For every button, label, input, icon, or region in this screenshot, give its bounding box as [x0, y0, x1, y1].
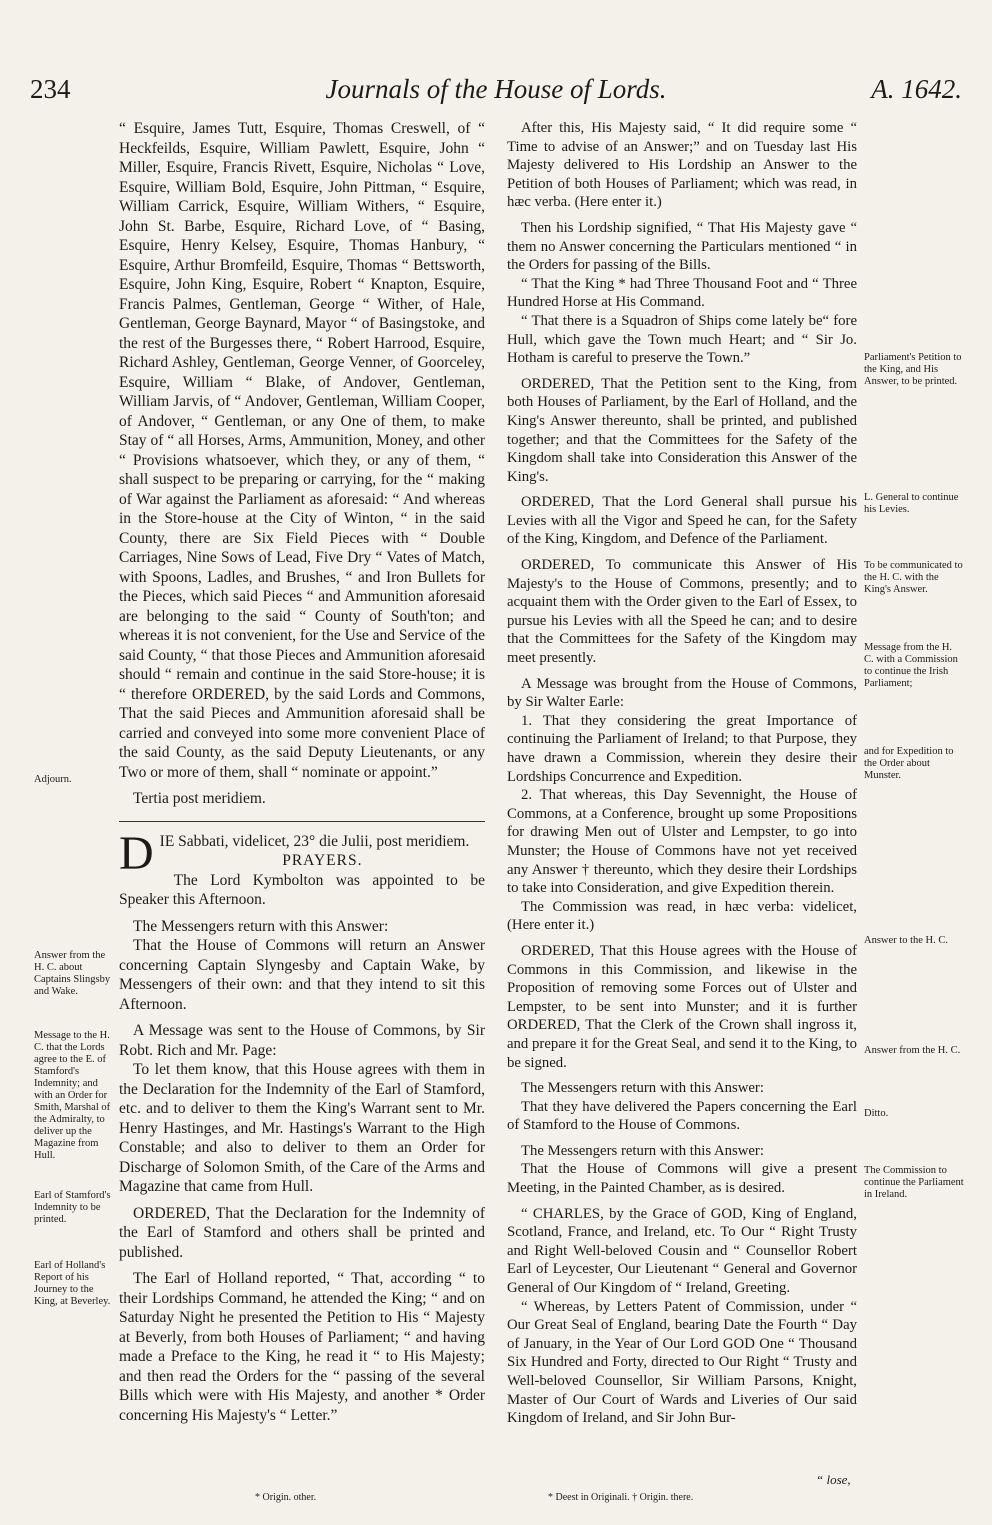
- page-number: 234: [30, 74, 71, 104]
- catchword: “ lose,: [816, 1472, 851, 1487]
- margin-note: Ditto.: [864, 1108, 889, 1119]
- margin-note: To be communicated to the H. C. with the King's Answer.: [864, 560, 963, 595]
- margin-note: Message to the H. C. that the Lords agree to the E. of Stamford's Indemnity; and with an Order for Smith, Marshal of the Admiralty, to deliver up the Magazine from Hull.: [34, 1030, 111, 1161]
- year-label: A. 1642.: [871, 74, 962, 104]
- paragraph: ORDERED, That the Lord General shall pursue his Levies with all the Vigor and Speed he can, for the Safety of the King, Kingdom, and Defence of the Parliament.: [507, 494, 857, 548]
- paragraph: A Message was sent to the House of Commons, by Sir Robt. Rich and Mr. Page:: [119, 1022, 485, 1059]
- paragraph: After this, His Majesty said, “ It did require some “ Time to advise of an Answer;” and on Tuesday last His Majesty delivered to His Lordship an Answer to the Petition of both Houses of Parliament; which was read, in hæc verba. (Here enter it.): [507, 120, 857, 211]
- paragraph: “ Whereas, by Letters Patent of Commission, under “ Our Great Seal of England, bearing Date the Fourth “ Day of January, in the Year of Our Lord GOD One “ Thousand Six Hundred and Forty, directed to Our Right “ Trusty and Well-beloved Counsellor, Sir William Parsons, Knight, Master of Our Court of Wards and Liveries of Our said Kingdom of Ireland, and Sir John Bur-: [507, 1298, 857, 1427]
- paragraph: The Messengers return with this Answer:: [521, 1142, 764, 1159]
- paragraph: “ That there is a Squadron of Ships come lately be“ fore Hull, which gave the Town much Heart; and “ Sir Jo. Hotham is careful to preserve the Town.”: [507, 312, 857, 367]
- paragraph: Then his Lordship signified, “ That His Majesty gave “ them no Answer concerning the Particulars mentioned “ in the Orders for passing of the Bills.: [507, 219, 857, 274]
- paragraph: That the House of Commons will return an Answer concerning Captain Slyngesby and Captain Wake, by Messengers of their own: and that they intend to sit this Afternoon.: [119, 937, 485, 1013]
- paragraph: “ That the King * had Three Thousand Foot and “ Three Hundred Horse at His Command.: [507, 275, 857, 311]
- date-heading: DIE Sabbati, videlicet, 23° die Julii, post meridiem.: [119, 826, 470, 880]
- margin-note: Message from the H. C. with a Commission to continue the Irish Parliament;: [864, 642, 958, 689]
- paragraph: 1. That they considering the great Importance of continuing the Parliament of Ireland; to that Purpose, they have drawn a Commission, wherein they desire their Lordships Concurrence and Expedition.: [507, 712, 857, 785]
- paragraph: That they have delivered the Papers concerning the Earl of Stamford to the House of Commons.: [507, 1098, 857, 1134]
- paragraph: ORDERED, That the Petition sent to the King, from both Houses of Parliament, by the Earl of Holland, and the King's Answer thereunto, shall be printed, and published together; and that the Committees for the Safety of the Kingdom shall take into Consideration this Answer of the King's.: [507, 375, 857, 485]
- margin-note: L. General to continue his Levies.: [864, 492, 959, 515]
- paragraph: A Message was brought from the House of Commons, by Sir Walter Earle:: [507, 675, 857, 711]
- paragraph: The Earl of Holland reported, “ That, according “ to their Lordships Command, he attended the King; “ and on Saturday Night he presented the Petition to His “ Majesty at Beverly, from both Houses of Parliament; “ and having made a Preface to the King, he read it “ to His Majesty; and then read the Orders for the “ passing of the several Bills which were with His Majesty, and another * Order concerning His Majesty's “ Letter.”: [119, 1270, 485, 1424]
- section-divider: [119, 821, 485, 822]
- paragraph: 2. That whereas, this Day Sevennight, the House of Commons, at a Conference, brought up some Propositions for drawing Men out of Ulster and Lempster, to go into Munster; the House of Commons have not yet received any Answer † thereunto, which they desire their Lordships to take into Consideration, and give Expedition therein.: [507, 787, 857, 897]
- margin-note: Answer from the H. C.: [864, 1045, 961, 1056]
- margin-note: The Commission to continue the Parliament in Ireland.: [864, 1165, 964, 1200]
- paragraph: To let them know, that this House agrees with them in the Declaration for the Indemnity of the Earl of Stamford, etc. and to deliver to them the King's Warrant sent to Mr. Henry Hastinges, and Mr. Hastings's Warrant to the High Constable; and also to deliver to them an Order for Discharge of Solomon Smith, of the Care of the Arms and Magazine that came from Hull.: [119, 1061, 485, 1195]
- margin-note: Earl of Holland's Report of his Journey to the King, at Beverley.: [34, 1260, 111, 1307]
- paragraph: ORDERED, That this House agrees with the House of Commons in this Commission, and likewise in the Proposition of removing some Forces out of Ulster and Lempster, to be sent into Munster; and it is further ORDERED, That the Clerk of the Crown shall ingross it, and prepare it for the Great Seal, and send it to the King, to be signed.: [507, 942, 857, 1071]
- paragraph: The Commission was read, in hæc verba: videlicet, (Here enter it.): [507, 898, 857, 934]
- paragraph: The Messengers return with this Answer:: [133, 917, 389, 935]
- paragraph: That the House of Commons will give a present Meeting, in the Painted Chamber, as is desired.: [507, 1161, 857, 1197]
- paragraph: “ CHARLES, by the Grace of GOD, King of England, Scotland, France, and Ireland, etc. To Our “ Right Trusty and Right Well-beloved Cousin and “ Counsellor Robert Earl of Leycester, Our Lieutenant “ General and Governor General of Our Kingdom of “ Ireland, Greeting.: [507, 1205, 857, 1297]
- margin-note: Answer to the H. C.: [864, 935, 948, 946]
- margin-note-adjourn: Adjourn.: [34, 774, 72, 785]
- margin-note: and for Expedition to the Order about Munster.: [864, 746, 954, 781]
- margin-note: Earl of Stamford's Indemnity to be printed.: [34, 1190, 111, 1225]
- paragraph: Tertia post meridiem.: [133, 790, 266, 807]
- paragraph: ORDERED, That the Declaration for the Indemnity of the Earl of Stamford and others shall be printed and published.: [119, 1204, 485, 1261]
- right-column: [507, 119, 857, 1428]
- running-title: Journals of the House of Lords.: [325, 74, 667, 104]
- running-header: [30, 74, 962, 114]
- prayers-heading: PRAYERS.: [282, 852, 363, 869]
- paragraph: “ Esquire, James Tutt, Esquire, Thomas Creswell, of “ Heckfeilds, Esquire, William Pawlett, Esquire, John “ Miller, Esquire, Francis Rivett, Esquire, Nicholas “ Love, Esquire, William Bold, Esquire, John Pittman, “ Esquire, William Carrick, Esquire, William Withers, “ Esquire, John St. Barbe, Esquire, Richard Love, of “ Basing, Esquire, Henry Kelsey, Esquire, Thomas Hanbury, “ Esquire, Arthur Bromfeild, Esquire, Thomas “ Bettsworth, Esquire, John King, Esquire, Robert “ Knapton, Esquire, Francis Palmes, Gentleman, George “ Wither, of Hale, Gentleman, George Baynard, Mayor “ of Basingstoke, and the rest of the Burgesses there, “ Robert Harrood, Esquire, Richard Ashley, Gentleman, George Venner, of Goorceley, Esquire, William “ Blake, of Andover, Gentleman, William Jarvis, of “ Andover, Gentleman, William Cooper, of Andover, “ Gentleman, or any One of them, to make Stay of “ all Horses, Arms, Ammunition, Money, and other “ Provisions whatsoever, which they, or any of them, “ shall suspect to be preparing or carrying, for the “ making of War against the Parliament as aforesaid: “ And whereas in the Store-house at the City of Winton, “ in the said County, there are Six Field Pieces with “ Double Carriages, Nine Sows of Lead, Five Dry “ Vates of Match, with Spoons, Ladles, and Brushes, “ and Iron Bullets for the Pieces, which said Pieces “ and Ammunition aforesaid are belonging to the said “ County of South'ton; and whereas it is not convenient, for the Use and Service of the said County, “ that those Pieces and Ammunition aforesaid should “ remain and continue in the said Store-house; it is “ therefore ORDERED, by the said Lords and Commons, That the said Pieces and Ammunition aforesaid shall be carried and conveyed into some more convenient Place of the said County, as the said Deputy Lieutenants, or any Two or more of them, shall “ nominate or appoint.”: [119, 120, 485, 781]
- footnote: * Origin. other.: [255, 1492, 317, 1503]
- left-column: [119, 119, 485, 1425]
- paragraph: The Lord Kymbolton was appointed to be Speaker this Afternoon.: [119, 871, 485, 908]
- drop-cap: D: [119, 826, 154, 880]
- footnote: * Deest in Originali. † Origin. there.: [548, 1492, 694, 1503]
- margin-note: Parliament's Petition to the King, and His Answer, to be printed.: [864, 352, 962, 387]
- margin-note: Answer from the H. C. about Captains Slingsby and Wake.: [34, 950, 111, 997]
- paragraph: ORDERED, To communicate this Answer of His Majesty's to the House of Commons, presently; and to acquaint them with the Order given to the Earl of Essex, to pursue his Levies with all the Speed he can; and to desire that the Committees for the Safety of the Kingdom may meet presently.: [507, 557, 857, 667]
- paragraph: The Messengers return with this Answer:: [521, 1080, 764, 1097]
